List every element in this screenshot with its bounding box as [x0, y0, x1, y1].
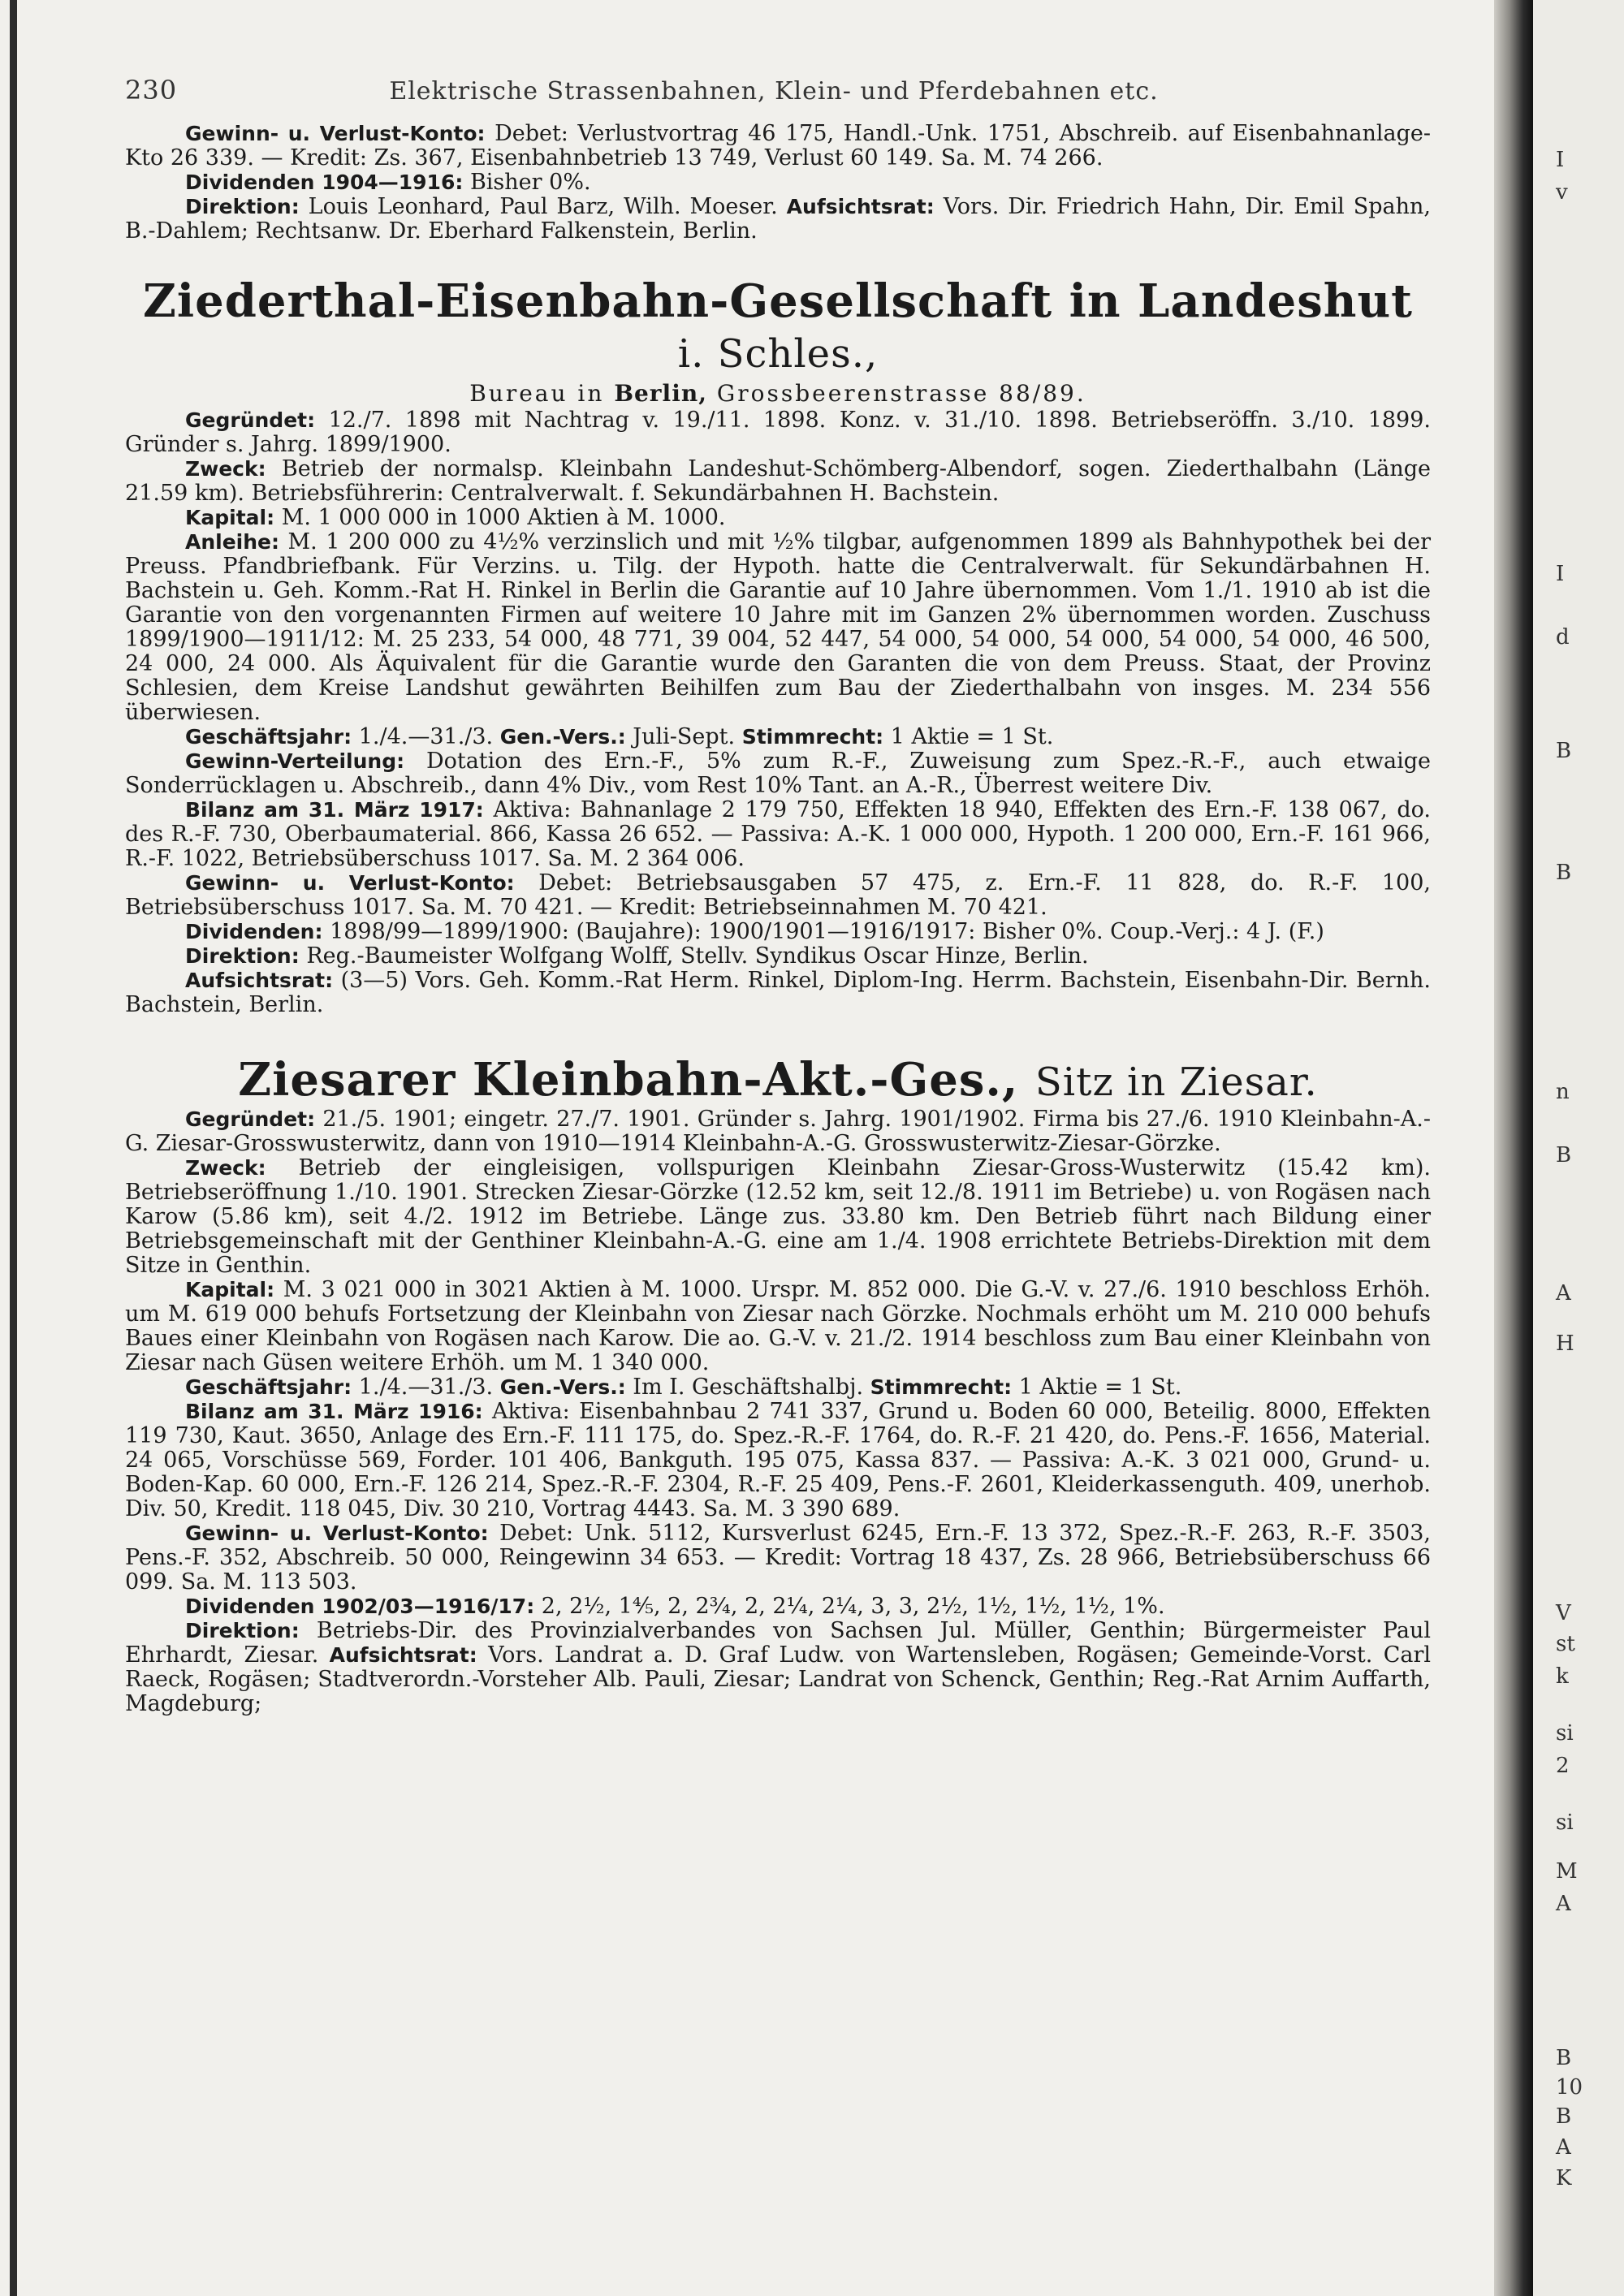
bureau-prefix: Bureau in	[469, 380, 605, 407]
field-label: Dividenden:	[185, 920, 323, 943]
prev-dividenden	[125, 170, 1431, 195]
field-bilanz	[125, 1400, 1431, 1521]
field-label: Dividenden 1904—1916:	[185, 170, 464, 194]
company-title	[125, 276, 1431, 379]
next-page-fragment: B	[1556, 1143, 1572, 1167]
field-aufsichtsrat	[125, 969, 1431, 1017]
field-text: Debet: Unk. 5112, Kursverlust 6245, Ern.-F. 13 372, Spez.-R.-F. 263, R.-F. 3503, Pens.-F. 352, Abschreib. 50 000, Reingewinn 34 653. — Kredit: Vortrag 18 437, Zs. 28 966, Betriebsüberschuss 66 099. Sa. M. 113 503.	[125, 1521, 1431, 1595]
running-head-title: Elektrische Strassenbahnen, Klein- und Pferdebahnen etc.	[389, 77, 1159, 106]
field-guv	[125, 1521, 1431, 1595]
page-number: 230	[125, 75, 178, 106]
field-label: Direktion:	[185, 195, 300, 218]
field-label: Geschäftsjahr:	[185, 1375, 352, 1399]
field-geschaeftsjahr	[125, 725, 1431, 749]
field-label: Stimmrecht:	[870, 1375, 1013, 1399]
field-label: Zweck:	[185, 457, 266, 481]
field-label: Gewinn- u. Verlust-Konto:	[185, 1521, 489, 1545]
field-label: Kapital:	[185, 506, 275, 529]
field-zweck	[125, 457, 1431, 506]
field-text: Louis Leonhard, Paul Barz, Wilh. Moeser.	[308, 194, 778, 219]
page-edge	[10, 0, 17, 2296]
field-text: Vors. Dir. Friedrich Hahn, Dir. Emil Spahn, B.-Dahlem; Rechtsanw. Dr. Eberhard Falkenstein, Berlin.	[125, 194, 1431, 244]
field-zweck	[125, 1156, 1431, 1278]
page-content	[125, 75, 1431, 1716]
field-text: (3—5) Vors. Geh. Komm.-Rat Herm. Rinkel, Diplom-Ing. Herrm. Bachstein, Eisenbahn-Dir. Bernh. Bachstein, Berlin.	[125, 968, 1431, 1017]
field-label: Gen.-Vers.:	[499, 1375, 626, 1399]
next-page-fragment: A	[1556, 2135, 1571, 2160]
next-page-fragment: n	[1556, 1080, 1570, 1104]
field-label: Gewinn- u. Verlust-Konto:	[185, 122, 486, 145]
field-text: 1./4.—31./3.	[358, 724, 494, 749]
company-title-suffix: i. Schles.,	[677, 331, 879, 377]
field-text: M. 1 200 000 zu 4½% verzinslich und mit ½% tilgbar, aufgenommen 1899 als Bahnhypothek bei der Preuss. Pfandbriefbank. Für Verzins. u. Tilg. der Hypoth. hatte die Centralverwalt. für Sekundärbahnen H. Bachstein u. Geh. Komm.-Rat H. Rinkel in Berlin die Garantie auf 10 Jahre übernommen. Vom 1./1. 1910 ab ist die Garantie von den vorgenannten Firmen auf weitere 10 Jahre mit im Ganzen 2% übernommen worden. Zuschuss 1899/1900—1911/12: M. 25 233, 54 000, 48 771, 39 004, 52 447, 54 000, 54 000, 54 000, 54 000, 54 000, 46 500, 24 000, 24 000. Als Äquivalent für die Garantie wurde den Garanten die von dem Preuss. Staat, der Provinz Schlesien, dem Kreise Landshut gewährten Beihilfen zum Bau der Ziederthalbahn von insges. M. 234 556 überwiesen.	[125, 529, 1431, 725]
field-kapital	[125, 1278, 1431, 1375]
next-page-fragment: B	[1556, 739, 1572, 763]
next-page-fragment: V	[1556, 1601, 1571, 1625]
field-label: Gewinn- u. Verlust-Konto:	[185, 871, 515, 895]
field-text: Im I. Geschäftshalbj.	[633, 1375, 864, 1400]
field-label: Aufsichtsrat:	[786, 195, 935, 218]
field-text: Vors. Landrat a. D. Graf Ludw. von Wartensleben, Rogäsen; Gemeinde-Vorst. Carl Raeck, Rogäsen; Stadtverordn.-Vorsteher Alb. Pauli, Ziesar; Landrat von Schenck, Genthin; Reg.-Rat Arnim Auffarth, Magdeburg;	[125, 1642, 1431, 1716]
field-geschaeftsjahr	[125, 1375, 1431, 1400]
next-page-fragment: B	[1556, 2046, 1572, 2070]
next-page-fragment: H	[1556, 1331, 1574, 1356]
field-text: Debet: Betriebsausgaben 57 475, z. Ern.-F. 11 828, do. R.-F. 100, Betriebsüberschuss 1017. Sa. M. 70 421. — Kredit: Betriebseinnahmen M. 70 421.	[125, 870, 1431, 920]
field-label: Bilanz am 31. März 1916:	[185, 1400, 483, 1423]
bureau-line	[125, 379, 1431, 408]
next-page-fragment: si	[1556, 1721, 1574, 1746]
next-page-fragment: 2	[1556, 1754, 1570, 1778]
running-head	[125, 75, 1431, 122]
field-label: Dividenden 1902/03—1916/17:	[185, 1595, 535, 1618]
field-text: 1 Aktie = 1 St.	[1018, 1375, 1182, 1400]
field-anleihe	[125, 530, 1431, 725]
field-label: Kapital:	[185, 1278, 275, 1301]
field-text: Dotation des Ern.-F., 5% zum R.-F., Zuweisung zum Spez.-R.-F., auch etwaige Sonderrücklagen u. Abschreib., dann 4% Div., vom Rest 10% Tant. an A.-R., Überrest weitere Div.	[125, 749, 1431, 798]
field-label: Bilanz am 31. März 1917:	[185, 798, 484, 822]
field-label: Gen.-Vers.:	[499, 725, 626, 749]
next-page-fragment: B	[1556, 2104, 1572, 2129]
field-dividenden	[125, 920, 1431, 944]
next-page-fragment: v	[1556, 180, 1568, 205]
field-label: Direktion:	[185, 944, 300, 968]
field-gewinn-verteilung	[125, 749, 1431, 798]
company-entry-ziederthal	[125, 276, 1431, 1017]
company-name: Ziesarer Kleinbahn-Akt.-Ges.,	[238, 1053, 1019, 1107]
field-label: Anleihe:	[185, 530, 279, 554]
next-page-fragment: si	[1556, 1810, 1574, 1835]
field-text: 1898/99—1899/1900: (Baujahre): 1900/1901—1916/1917: Bisher 0%. Coup.-Verj.: 4 J. (F.)	[330, 919, 1324, 944]
next-page-fragment: st	[1556, 1632, 1575, 1656]
field-text: 21./5. 1901; eingetr. 27./7. 1901. Gründer s. Jahrg. 1901/1902. Firma bis 27./6. 1910 Kleinbahn-A.-G. Ziesar-Grosswusterwitz, dann von 1910—1914 Kleinbahn-A.-G. Grosswusterwitz-Ziesar-Görzke.	[125, 1107, 1431, 1156]
field-label: Stimmrecht:	[741, 725, 884, 749]
bureau-city: Berlin,	[614, 380, 707, 407]
field-text: Bisher 0%.	[469, 170, 591, 195]
field-kapital	[125, 506, 1431, 530]
field-text: Aktiva: Bahnanlage 2 179 750, Effekten 18 940, Effekten des Ern.-F. 138 067, do. des R.-F. 730, Oberbaumaterial. 866, Kassa 26 652. — Passiva: A.-K. 1 000 000, Hypoth. 1 200 000, Ern.-F. 161 966, R.-F. 1022, Betriebsüberschuss 1017. Sa. M. 2 364 006.	[125, 797, 1431, 871]
next-page-fragment: k	[1556, 1664, 1569, 1689]
company-title-suffix: Sitz in Ziesar.	[1034, 1060, 1318, 1105]
next-page-fragment: I	[1556, 562, 1565, 586]
field-label: Gegründet:	[185, 408, 316, 432]
field-gegruendet	[125, 408, 1431, 457]
book-gutter	[1494, 0, 1533, 2296]
field-label: Gewinn-Verteilung:	[185, 749, 405, 773]
next-page-fragment: K	[1556, 2166, 1572, 2190]
next-page-fragment: M	[1556, 1859, 1578, 1884]
prev-guv	[125, 122, 1431, 170]
field-text: 1 Aktie = 1 St.	[890, 724, 1054, 749]
field-bilanz	[125, 798, 1431, 871]
field-text: Betrieb der normalsp. Kleinbahn Landeshut-Schömberg-Albendorf, sogen. Ziederthalbahn (Länge 21.59 km). Betriebsführerin: Centralverwalt. f. Sekundärbahnen H. Bachstein.	[125, 456, 1431, 506]
field-text: Betrieb der eingleisigen, vollspurigen Kleinbahn Ziesar-Gross-Wusterwitz (15.42 km). Betriebseröffnung 1./10. 1901. Strecken Ziesar-Görzke (12.52 km, seit 12./8. 1911 im Betriebe) u. von Rogäsen nach Karow (5.86 km), seit 4./2. 1912 im Betriebe. Länge zus. 33.80 km. Den Betrieb führt nach Bildung einer Betriebsgemeinschaft mit der Genthiner Kleinbahn-A.-G. eine am 1./4. 1908 errichtete Betriebs-Direktion mit dem Sitze in Genthin.	[125, 1155, 1431, 1278]
field-text: M. 1 000 000 in 1000 Aktien à M. 1000.	[281, 505, 726, 530]
company-name: Ziederthal-Eisenbahn-Gesellschaft in Landeshut	[142, 274, 1414, 328]
prev-direktion	[125, 195, 1431, 244]
field-label: Geschäftsjahr:	[185, 725, 352, 749]
company-title	[125, 1055, 1431, 1107]
field-label: Direktion:	[185, 1619, 300, 1642]
field-direktion	[125, 944, 1431, 969]
field-text: 12./7. 1898 mit Nachtrag v. 19./11. 1898. Konz. v. 31./10. 1898. Betriebseröffn. 3./10. 1899. Gründer s. Jahrg. 1899/1900.	[125, 408, 1431, 457]
field-text: Betriebs-Dir. des Provinzialverbandes von Sachsen Jul. Müller, Genthin; Bürgermeister Paul Ehrhardt, Ziesar.	[125, 1618, 1431, 1668]
next-page-fragment: B	[1556, 861, 1572, 885]
next-page-fragment: A	[1556, 1281, 1571, 1306]
company-entry-ziesarer	[125, 1055, 1431, 1716]
field-text: 1./4.—31./3.	[358, 1375, 494, 1400]
field-label: Aufsichtsrat:	[185, 969, 334, 992]
field-direktion	[125, 1619, 1431, 1716]
bureau-address: Grossbeerenstrasse 88/89.	[716, 380, 1086, 407]
field-text: Aktiva: Eisenbahnbau 2 741 337, Grund u. Boden 60 000, Beteilig. 8000, Effekten 119 730, Kaut. 3650, Anlage des Ern.-F. 111 175, do. Spez.-R.-F. 1764, do. R.-F. 21 420, do. Pens.-F. 1656, Material. 24 065, Vorschüsse 569, Forder. 101 406, Bankguth. 195 075, Kassa 837. — Passiva: A.-K. 3 021 000, Grund- u. Boden-Kap. 60 000, Ern.-F. 126 214, Spez.-R.-F. 2304, R.-F. 25 409, Pens.-F. 2601, Kleiderkassenguth. 409, unerhob. Div. 50, Kredit. 118 045, Div. 30 210, Vortrag 4443. Sa. M. 3 390 689.	[125, 1399, 1431, 1521]
field-label: Zweck:	[185, 1156, 266, 1180]
next-page-fragment: d	[1556, 625, 1570, 650]
field-text: M. 3 021 000 in 3021 Aktien à M. 1000. Urspr. M. 852 000. Die G.-V. v. 27./6. 1910 beschloss Erhöh. um M. 619 000 behufs Fortsetzung der Kleinbahn von Ziesar nach Görzke. Nochmals erhöht um M. 210 000 behufs Baues einer Kleinbahn von Rogäsen nach Karow. Die ao. G.-V. v. 21./2. 1914 beschloss zum Bau einer Kleinbahn von Ziesar nach Güsen weitere Erhöh. um M. 1 340 000.	[125, 1277, 1431, 1375]
next-page-fragment: A	[1556, 1892, 1571, 1916]
field-text: Juli-Sept.	[633, 724, 736, 749]
next-page-fragment: 10	[1556, 2075, 1583, 2100]
field-text: 2, 2½, 1⅘, 2, 2¾, 2, 2¼, 2¼, 3, 3, 2½, 1½, 1½, 1½, 1%.	[541, 1594, 1165, 1619]
field-gegruendet	[125, 1107, 1431, 1156]
previous-entry-tail	[125, 122, 1431, 244]
field-dividenden	[125, 1595, 1431, 1619]
next-page-fragment: I	[1556, 148, 1565, 172]
field-text: Reg.-Baumeister Wolfgang Wolff, Stellv. Syndikus Oscar Hinze, Berlin.	[306, 943, 1089, 969]
next-page-edge	[1533, 0, 1624, 2296]
field-label: Aufsichtsrat:	[329, 1643, 477, 1667]
field-guv	[125, 871, 1431, 920]
field-label: Gegründet:	[185, 1107, 316, 1131]
field-text: Debet: Verlustvortrag 46 175, Handl.-Unk. 1751, Abschreib. auf Eisenbahnanlage-Kto 26 339. — Kredit: Zs. 367, Eisenbahnbetrieb 13 749, Verlust 60 149. Sa. M. 74 266.	[125, 121, 1432, 170]
